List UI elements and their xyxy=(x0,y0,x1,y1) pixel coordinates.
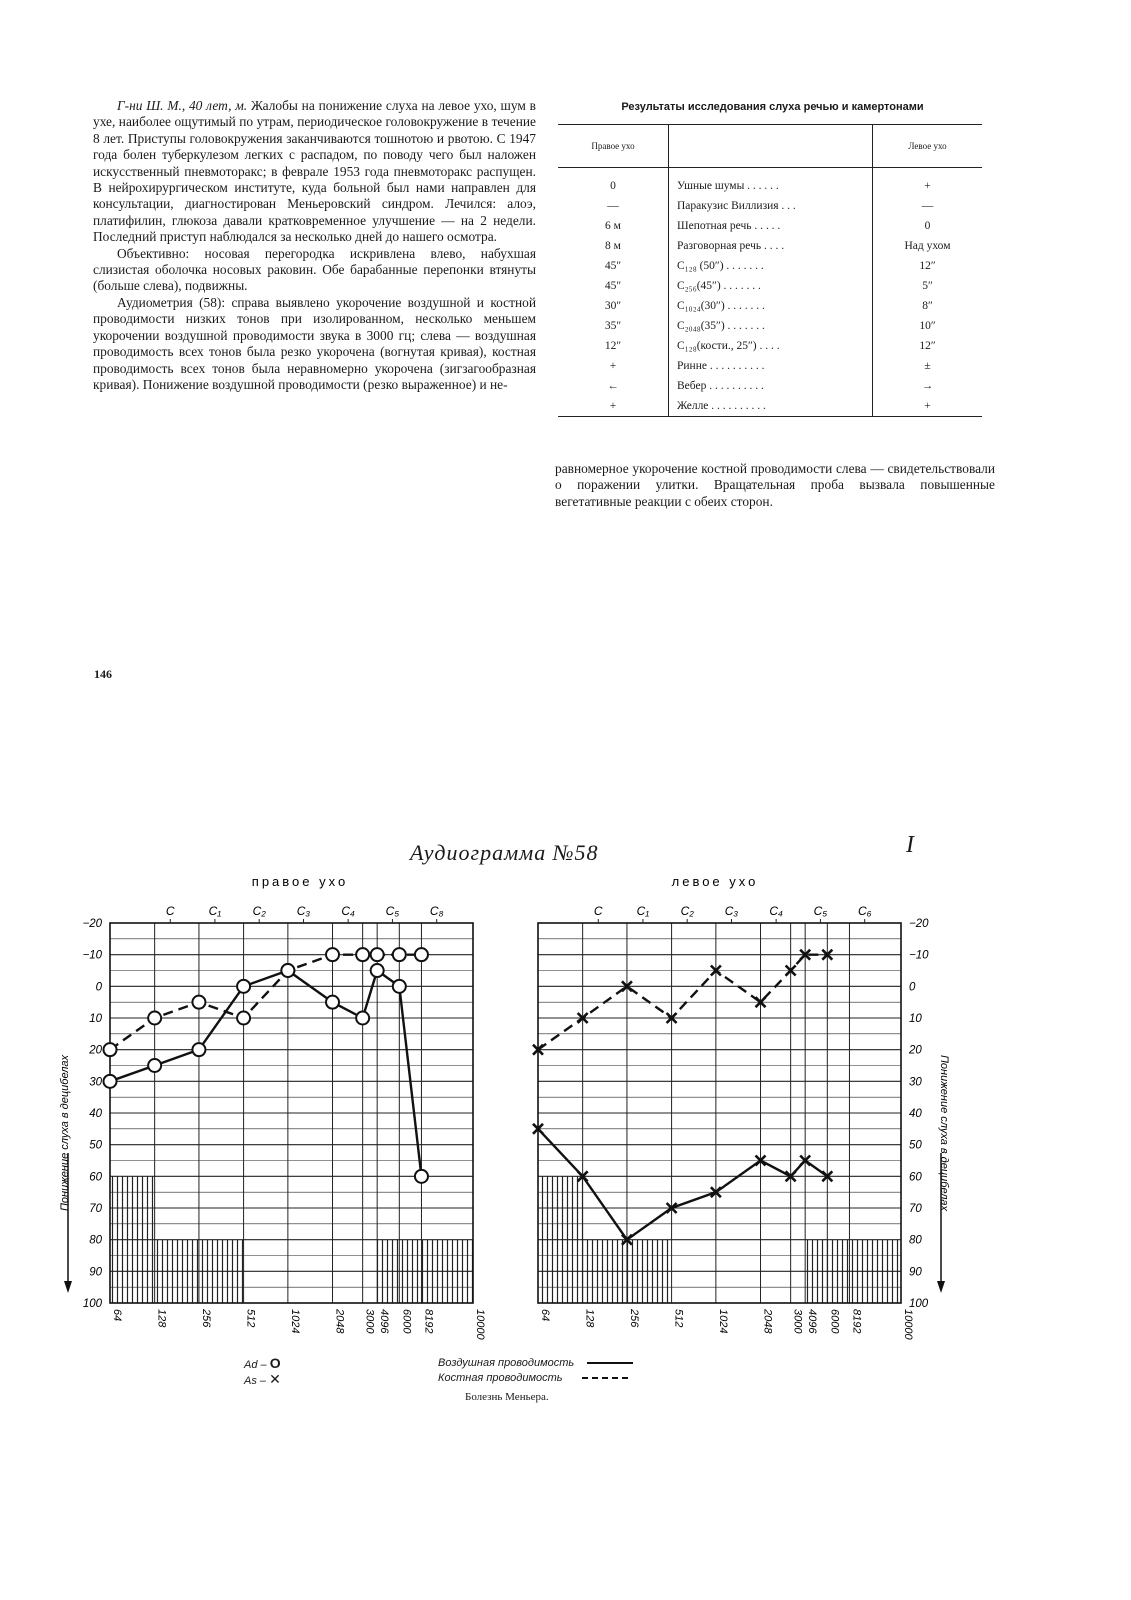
audiogram-chart xyxy=(0,860,1131,1460)
db-label: −10 xyxy=(82,949,102,962)
table-cell: 8 м xyxy=(605,240,621,252)
table-cell: 30″ xyxy=(604,300,622,312)
table-cell: Желле . . . . . . . . . . xyxy=(669,396,873,417)
table-cell: 5″ xyxy=(922,280,933,292)
data-point-circle xyxy=(371,948,384,961)
frequency-label: 10000 xyxy=(902,1309,914,1340)
table-cell: 35″ xyxy=(604,320,622,332)
data-point-circle xyxy=(104,1075,117,1088)
frequency-label: 6000 xyxy=(828,1309,841,1334)
db-label: 90 xyxy=(909,1266,922,1279)
db-label: 100 xyxy=(909,1298,929,1310)
octave-label: C₄ xyxy=(769,904,783,918)
frequency-label: 128 xyxy=(583,1309,596,1328)
frequency-label: 3000 xyxy=(791,1309,804,1334)
audiogram-title: Аудиограмма №58 xyxy=(410,840,599,865)
db-label: 40 xyxy=(909,1108,922,1120)
paragraph-audiometry: Аудиометрия (58): справа выявлено укорочение воздушной и костной проводимости низких тонов при изолированном, несколько меньшем укорочении воздушной проводимости звука в 3000 гц; слева — воздушная проводимость всех тонов была резко укорочена (вогнутая кривая), костная проводимость всех тонов была неравномерно укорочена (зигзагообразная кривая). Понижение воздушной проводимости (резко выраженное) и не- xyxy=(93,294,536,392)
y-axis-label: Понижение слуха в децибелах xyxy=(938,1054,950,1212)
db-label: 20 xyxy=(909,1044,922,1057)
figure-roman-numeral: I xyxy=(906,832,914,858)
cross-marker-icon: ✕ xyxy=(269,1371,281,1387)
db-label: 10 xyxy=(89,1013,102,1025)
frequency-label: 2048 xyxy=(761,1309,774,1334)
frequency-label: 6000 xyxy=(400,1309,413,1334)
table-cell: + xyxy=(558,396,669,417)
dashed-line-icon xyxy=(582,1377,628,1379)
db-label: −20 xyxy=(909,918,929,930)
table-cell: C₁₂₈(кости., 25″) . . . . xyxy=(669,336,873,356)
db-label: 20 xyxy=(89,1044,102,1057)
db-label: 80 xyxy=(909,1234,922,1247)
table-row xyxy=(558,356,982,376)
db-label: 50 xyxy=(909,1139,922,1152)
frequency-label: 1024 xyxy=(716,1309,729,1334)
table-row xyxy=(558,336,982,356)
db-label: −20 xyxy=(82,918,102,930)
table-row xyxy=(558,196,982,216)
frequency-label: 64 xyxy=(539,1309,551,1322)
data-point-circle xyxy=(356,1012,369,1025)
octave-label: C₁ xyxy=(636,904,650,918)
octave-label: C₁ xyxy=(208,904,222,918)
frequency-label: 3000 xyxy=(363,1309,376,1334)
db-label: 0 xyxy=(909,981,916,994)
data-point-circle xyxy=(192,1043,205,1056)
db-label: 70 xyxy=(909,1203,922,1215)
table-row xyxy=(558,168,982,197)
data-point-circle xyxy=(148,1012,161,1025)
data-point-circle xyxy=(393,948,406,961)
data-point-circle xyxy=(415,948,428,961)
data-point-circle xyxy=(104,1043,117,1056)
solid-line-icon xyxy=(587,1362,633,1364)
table-row xyxy=(558,316,982,336)
data-point-circle xyxy=(326,996,339,1009)
legend-air: Воздушная проводимость xyxy=(438,1357,633,1369)
table-row xyxy=(558,216,982,236)
data-point-circle xyxy=(371,964,384,977)
data-point-circle xyxy=(393,980,406,993)
octave-label: C₈ xyxy=(429,904,444,918)
table-cell: Вебер . . . . . . . . . . xyxy=(669,376,873,396)
legend-ad: Ad – O xyxy=(244,1355,281,1371)
table-cell: Ушные шумы . . . . . . xyxy=(669,168,873,197)
table-row xyxy=(558,276,982,296)
frequency-label: 256 xyxy=(199,1309,212,1328)
db-label: 30 xyxy=(909,1076,922,1089)
frequency-label: 10000 xyxy=(474,1309,486,1340)
octave-label: C₃ xyxy=(296,904,311,918)
table-row xyxy=(558,256,982,276)
data-point-circle xyxy=(326,948,339,961)
frequency-label: 64 xyxy=(111,1309,123,1322)
frequency-label: 2048 xyxy=(333,1309,346,1334)
octave-label: C xyxy=(165,904,175,918)
table-cell: C₂₅₆(45″) . . . . . . . xyxy=(669,276,873,296)
table-title: Результаты исследования слуха речью и камертонами xyxy=(621,101,924,113)
right-column-text: равномерное укорочение костной проводимости слева — свидетельствовали о поражении улитки. Вращательная проба вызвала повышенные вегетативные реакции с обеих сторон. xyxy=(555,461,995,509)
octave-label: C₂ xyxy=(680,904,694,918)
frequency-label: 8192 xyxy=(422,1309,435,1334)
db-label: 60 xyxy=(89,1171,102,1184)
table-cell: + xyxy=(924,180,931,192)
paragraph-objective: Объективно: носовая перегородка искривлена влево, набухшая слизистая оболочка носовых раковин. Обе барабанные перепонки втянуты (больше слева), подвижны. xyxy=(93,245,536,294)
db-label: 80 xyxy=(89,1234,102,1247)
table-row xyxy=(558,376,982,396)
frequency-label: 1024 xyxy=(288,1309,301,1334)
octave-label: C₄ xyxy=(341,904,355,918)
frequency-label: 512 xyxy=(244,1309,257,1328)
table-cell: 12″ xyxy=(604,340,622,352)
table-cell: 0 xyxy=(924,220,931,232)
data-point-circle xyxy=(192,996,205,1009)
table-header-left-ear: Левое ухо xyxy=(873,125,983,168)
db-label: 50 xyxy=(89,1139,102,1152)
right-ear-panel xyxy=(59,904,486,1340)
data-point-circle xyxy=(415,1170,428,1183)
db-label: 10 xyxy=(909,1013,922,1025)
paragraph-history xyxy=(93,98,536,246)
table-cell: 45″ xyxy=(604,280,622,292)
frequency-label: 128 xyxy=(155,1309,168,1328)
down-arrow-icon xyxy=(64,1281,72,1293)
data-point-circle xyxy=(356,948,369,961)
db-label: −10 xyxy=(909,949,929,962)
table-cell: ← xyxy=(607,380,619,392)
db-label: 60 xyxy=(909,1171,922,1184)
data-point-circle xyxy=(237,980,250,993)
octave-label: C₂ xyxy=(252,904,266,918)
left-ear-panel xyxy=(533,904,950,1340)
table-cell: — xyxy=(921,200,934,212)
db-label: 100 xyxy=(82,1298,102,1310)
octave-label: C₅ xyxy=(385,904,400,918)
data-point-circle xyxy=(148,1059,161,1072)
table-row xyxy=(558,396,982,417)
table-cell: C₁₀₂₄(30″) . . . . . . . xyxy=(669,296,873,316)
table-cell: 10″ xyxy=(919,320,936,332)
frequency-label: 256 xyxy=(627,1309,640,1328)
table-cell: 6 м xyxy=(605,220,621,232)
frequency-label: 8192 xyxy=(850,1309,863,1334)
table-cell: + xyxy=(609,360,617,372)
table-cell: Ринне . . . . . . . . . . xyxy=(669,356,873,376)
db-label: 40 xyxy=(89,1108,102,1120)
down-arrow-icon xyxy=(937,1281,945,1293)
table-cell: → xyxy=(921,380,934,392)
data-point-circle xyxy=(237,1012,250,1025)
table-cell: + xyxy=(873,396,983,417)
table-cell: Разговорная речь . . . . xyxy=(669,236,873,256)
table-cell: 45″ xyxy=(604,260,622,272)
table-header-test xyxy=(669,125,873,168)
left-column-text xyxy=(93,98,536,393)
history-text: Жалобы на понижение слуха на левое ухо, шум в ухе, наиболее ощутимый по утрам, периодическое головокружение в течение 8 лет. Приступы головокружения заканчиваются тошнотою и рвотою. С 1947 года болен туберкулезом легких с распадом, по поводу чего был наложен искусственный пневмоторакс; в феврале 1953 года пневмоторакс распущен. В нейрохирургическом институте, куда больной был нами направлен для консультации, диагностирован Меньеровский синдром. Лечился: алоэ, платифилин, глюкоза давали кратковременное улучшение — на 2 недели. Последний приступ наблюдался за несколько дней до нашего осмотра. xyxy=(93,98,536,245)
table-row xyxy=(558,296,982,316)
table-cell: C₂₀₄₈(35″) . . . . . . . xyxy=(669,316,873,336)
db-label: 0 xyxy=(95,981,102,994)
table-cell: 8″ xyxy=(922,300,933,312)
patient-name: Г-ни Ш. М., 40 лет, м. xyxy=(117,98,248,113)
table-cell: C₁₂₈ (50″) . . . . . . . xyxy=(669,256,873,276)
octave-label: C₃ xyxy=(724,904,739,918)
left-ear-label: левое ухо xyxy=(671,874,759,889)
frequency-label: 4096 xyxy=(378,1309,391,1334)
octave-label: C₅ xyxy=(813,904,828,918)
table-cell: 12″ xyxy=(919,340,936,352)
octave-label: C₆ xyxy=(857,904,872,918)
table-cell: Шепотная речь . . . . . xyxy=(669,216,873,236)
table-cell: Над ухом xyxy=(904,240,951,252)
air-conduction-line xyxy=(110,971,421,1177)
table-cell: 12″ xyxy=(919,260,936,272)
y-axis-label: Понижение слуха в децибелах xyxy=(59,1054,71,1212)
table-header-right-ear: Правое ухо xyxy=(558,125,669,168)
db-label: 90 xyxy=(89,1266,102,1279)
circle-marker-icon: O xyxy=(269,1355,281,1371)
legend-as: As – ✕ xyxy=(244,1371,281,1387)
frequency-label: 512 xyxy=(672,1309,685,1328)
data-point-circle xyxy=(281,964,294,977)
frequency-label: 4096 xyxy=(806,1309,819,1334)
hearing-results-table xyxy=(558,124,982,417)
db-label: 30 xyxy=(89,1076,102,1089)
table-cell: — xyxy=(607,200,619,212)
right-ear-label: правое ухо xyxy=(251,874,349,889)
figure-caption: Болезнь Меньера. xyxy=(465,1391,549,1403)
table-cell: 0 xyxy=(610,180,616,192)
octave-label: C xyxy=(593,904,603,918)
table-cell: Паракузис Виллизия . . . xyxy=(669,196,873,216)
page-number: 146 xyxy=(94,667,112,681)
table-row xyxy=(558,236,982,256)
legend-bone: Костная проводимость xyxy=(438,1372,628,1384)
db-label: 70 xyxy=(89,1203,102,1215)
table-cell: ± xyxy=(924,360,931,372)
